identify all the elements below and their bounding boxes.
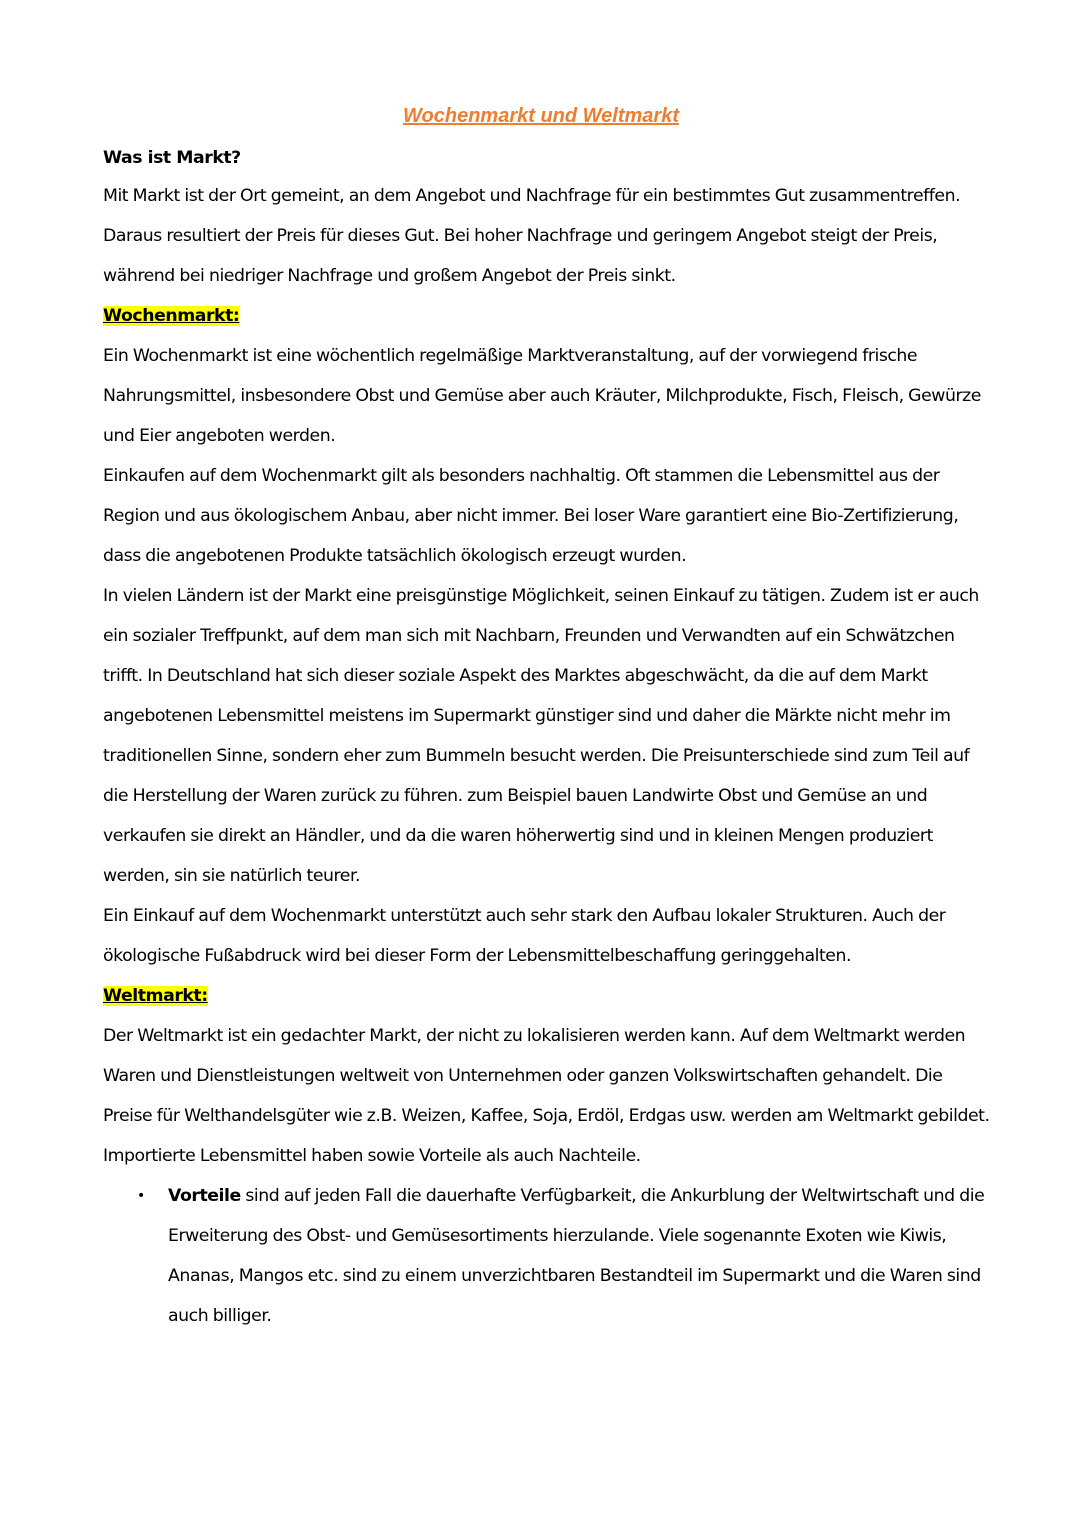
- weltmarkt-heading-line: [103, 976, 993, 1016]
- document-page: [103, 100, 993, 1336]
- bullet-icon: •: [137, 1188, 145, 1204]
- wochenmarkt-paragraph-4: Ein Einkauf auf dem Wochenmarkt unterstützt auch sehr stark den Aufbau lokaler Strukturen. Auch der ökologische Fußabdruck wird bei dieser Form der Lebensmittelbeschaffung geringgehalten.: [103, 906, 946, 966]
- list-item-text: sind auf jeden Fall die dauerhafte Verfügbarkeit, die Ankurblung der Weltwirtschaft und die Erweiterung des Obst- und Gemüsesortiments hierzulande. Viele sogenannte Exoten wie Kiwis, Ananas, Mangos etc. sind zu einem unverzichtbaren Bestandteil im Supermarkt und die Waren sind auch billiger.: [168, 1186, 985, 1326]
- wochenmarkt-heading: Wochenmarkt:: [103, 306, 240, 326]
- wochenmarkt-heading-line: [103, 296, 993, 336]
- wochenmarkt-paragraph-3: In vielen Ländern ist der Markt eine preisgünstige Möglichkeit, seinen Einkauf zu tätigen. Zudem ist er auch ein sozialer Treffpunkt, auf dem man sich mit Nachbarn, Freunden und Verwandten auf ein Schwätzchen trifft. In Deutschland hat sich dieser soziale Aspekt des Marktes abgeschwächt, da die auf dem Markt angebotenen Lebensmittel meistens im Supermarkt günstiger sind und daher die Märkte nicht mehr im traditionellen Sinne, sondern eher zum Bummeln besucht werden. Die Preisunterschiede sind zum Teil auf die Herstellung der Waren zurück zu führen. zum Beispiel bauen Landwirte Obst und Gemüse an und verkaufen sie direkt an Händler, und da die waren höherwertig sind und in kleinen Mengen produziert werden, sin sie natürlich teurer.: [103, 586, 979, 886]
- wochenmarkt-paragraph-1: Ein Wochenmarkt ist eine wöchentlich regelmäßige Marktveranstaltung, auf der vorwiegend frische Nahrungsmittel, insbesondere Obst und Gemüse aber auch Kräuter, Milchprodukte, Fisch, Fleisch, Gewürze und Eier angeboten werden.: [103, 346, 981, 446]
- list-item: [137, 1176, 993, 1336]
- weltmarkt-paragraph-1: Der Weltmarkt ist ein gedachter Markt, der nicht zu lokalisieren werden kann. Auf dem Weltmarkt werden Waren und Dienstleistungen weltweit von Unternehmen oder ganzen Volkswirtschaften gehandelt. Die Preise für Welthandelsgüter wie z.B. Weizen, Kaffee, Soja, Erdöl, Erdgas usw. werden am Weltmarkt gebildet.: [103, 1026, 990, 1126]
- list-item-lead: Vorteile: [168, 1186, 241, 1206]
- document-title: Wochenmarkt und Weltmarkt: [403, 105, 679, 127]
- weltmarkt-paragraph-2: Importierte Lebensmittel haben sowie Vorteile als auch Nachteile.: [103, 1146, 641, 1166]
- intro-paragraph: Mit Markt ist der Ort gemeint, an dem Angebot und Nachfrage für ein bestimmtes Gut zusammentreffen. Daraus resultiert der Preis für dieses Gut. Bei hoher Nachfrage und geringem Angebot steigt der Preis, während bei niedriger Nachfrage und großem Angebot der Preis sinkt.: [103, 186, 961, 286]
- wochenmarkt-paragraph-2: Einkaufen auf dem Wochenmarkt gilt als besonders nachhaltig. Oft stammen die Lebensmittel aus der Region und aus ökologischem Anbau, aber nicht immer. Bei loser Ware garantiert eine Bio-Zertifizierung, dass die angebotenen Produkte tatsächlich ökologisch erzeugt wurden.: [103, 466, 959, 566]
- weltmarkt-heading: Weltmarkt:: [103, 986, 208, 1006]
- section-question: Was ist Markt?: [103, 148, 241, 168]
- advantages-list: [103, 1176, 993, 1336]
